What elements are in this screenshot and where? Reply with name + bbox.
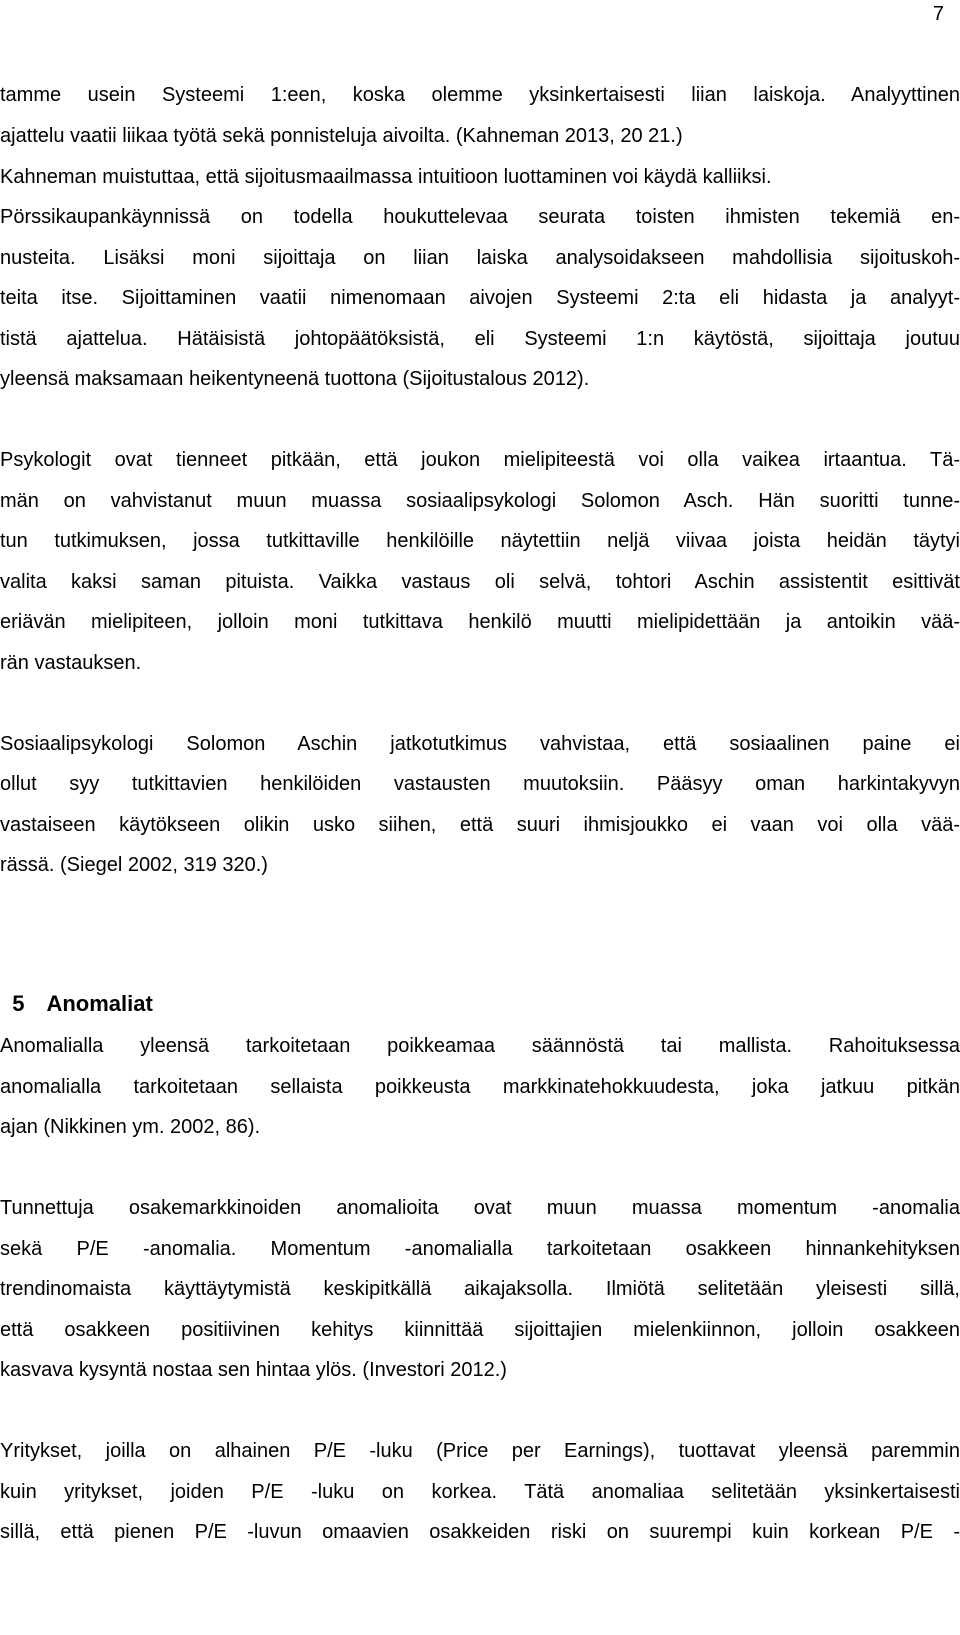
text-line: teita itse. Sijoittaminen vaatii nimenomaan aivojen Systeemi 2:ta eli hidasta ja analyyt- (0, 287, 960, 309)
section-number: 5 (12, 991, 25, 1016)
text-line: Kahneman muistuttaa, että sijoitusmaailmassa intuitioon luottaminen voi käydä kalliiksi. (0, 166, 772, 188)
text-line: rässä. (Siegel 2002, 319 320.) (0, 854, 268, 876)
text-line: rän vastauksen. (0, 652, 142, 674)
text-line: nusteita. Lisäksi moni sijoittaja on liian laiska analysoidakseen mahdollisia sijoituskoh- (0, 247, 960, 269)
section-title: Anomaliat (46, 991, 153, 1016)
text-line: kasvava kysyntä nostaa sen hintaa ylös. (Investori 2012.) (0, 1359, 507, 1381)
text-line: ollut syy tutkittavien henkilöiden vastausten muutoksiin. Pääsyy oman harkintakyvyn (0, 773, 960, 795)
text-line: sekä P/E -anomalia. Momentum -anomalialla tarkoitetaan osakkeen hinnankehityksen (0, 1238, 960, 1260)
page-number: 7 (932, 3, 944, 25)
text-line: tistä ajattelua. Hätäisistä johtopäätöksistä, eli Systeemi 1:n käytöstä, sijoittaja joutuu (0, 328, 960, 350)
text-line: yleensä maksamaan heikentyneenä tuottona (Sijoitustalous 2012). (0, 368, 590, 390)
text-line: män on vahvistanut muun muassa sosiaalipsykologi Solomon Asch. Hän suoritti tunne- (0, 490, 960, 512)
text-line: eriävän mielipiteen, jolloin moni tutkittava henkilö muutti mielipidettään ja antoikin vää- (0, 611, 960, 633)
text-line: trendinomaista käyttäytymistä keskipitkällä aikajaksolla. Ilmiötä selitetään yleisesti sillä, (0, 1278, 960, 1300)
text-line: tun tutkimuksen, jossa tutkittaville henkilöille näytettiin neljä viivaa joista heidän täytyi (0, 530, 960, 552)
text-line: kuin yritykset, joiden P/E -luku on korkea. Tätä anomaliaa selitetään yksinkertaisesti (0, 1481, 960, 1503)
text-line: anomalialla tarkoitetaan sellaista poikkeusta markkinatehokkuudesta, joka jatkuu pitkän (0, 1076, 960, 1098)
text-line: valita kaksi saman pituista. Vaikka vastaus oli selvä, tohtori Aschin assistentit esittivät (0, 571, 960, 593)
text-line: Pörssikaupankäynnissä on todella houkuttelevaa seurata toisten ihmisten tekemiä en- (0, 206, 960, 228)
text-line: ajan (Nikkinen ym. 2002, 86). (0, 1116, 261, 1138)
text-line: Sosiaalipsykologi Solomon Aschin jatkotutkimus vahvistaa, että sosiaalinen paine ei (0, 733, 960, 755)
text-line: Anomalialla yleensä tarkoitetaan poikkeamaa säännöstä tai mallista. Rahoituksessa (0, 1035, 960, 1057)
text-line: Tunnettuja osakemarkkinoiden anomalioita ovat muun muassa momentum -anomalia (0, 1197, 960, 1219)
text-line: tamme usein Systeemi 1:een, koska olemme yksinkertaisesti liian laiskoja. Analyyttinen (0, 84, 960, 106)
text-line: ajattelu vaatii liikaa työtä sekä ponnisteluja aivoilta. (Kahneman 2013, 20 21.) (0, 125, 683, 147)
text-line: Yritykset, joilla on alhainen P/E -luku (Price per Earnings), tuottavat yleensä paremmin (0, 1440, 960, 1462)
text-line: että osakkeen positiivinen kehitys kiinnittää sijoittajien mielenkiinnon, jolloin osakkeen (0, 1319, 960, 1341)
text-line: vastaiseen käytökseen olikin usko siihen, että suuri ihmisjoukko ei vaan voi olla vää- (0, 814, 960, 836)
text-line: Psykologit ovat tienneet pitkään, että joukon mielipiteestä voi olla vaikea irtaantua. Tä- (0, 449, 960, 471)
text-line: sillä, että pienen P/E -luvun omaavien osakkeiden riski on suurempi kuin korkean P/E - (0, 1521, 960, 1543)
section-heading (0, 965, 153, 1017)
